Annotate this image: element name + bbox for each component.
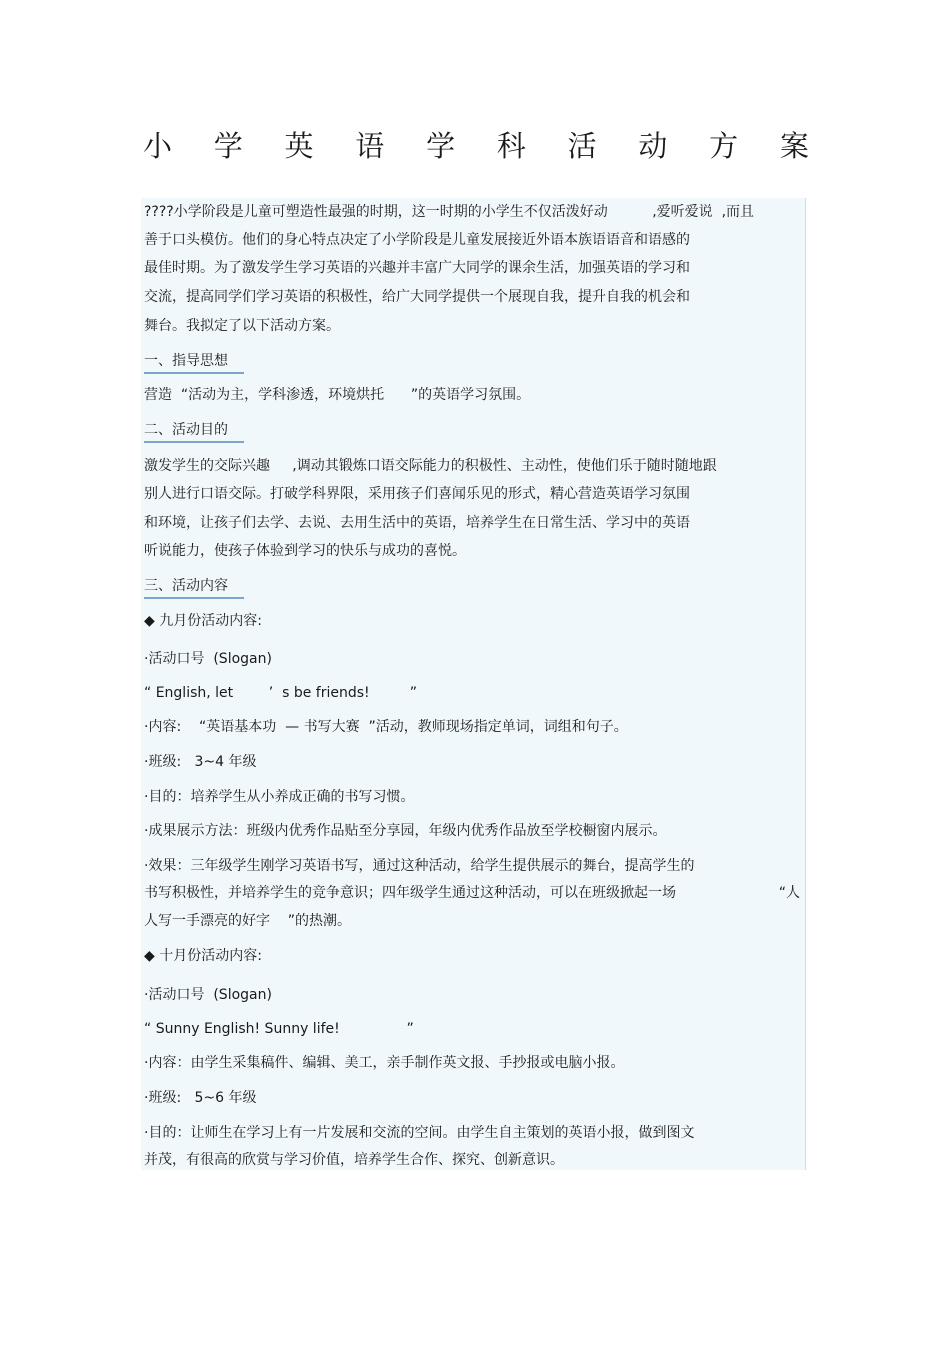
title-char: 学: [426, 129, 456, 163]
intro-line: 最佳时期。为了激发学生学习英语的兴趣并丰富广大同学的课余生活，加强英语的学习和: [144, 260, 690, 276]
september-effect-trailing: “人: [778, 885, 800, 901]
document-title: [143, 126, 809, 166]
october-goal-line: 并茂，有很高的欣赏与学习价值，培养学生合作、探究、创新意识。: [144, 1152, 564, 1168]
title-char: 动: [638, 129, 668, 163]
october-content: ·内容：由学生采集稿件、编辑、美工，亲手制作英文报、手抄报或电脑小报。: [144, 1055, 625, 1071]
october-goal-line: ·目的：让师生在学习上有一片发展和交流的空间。由学生自主策划的英语小报，做到图文: [144, 1125, 695, 1141]
title-char: 学: [213, 129, 243, 163]
purpose-line: 和环境，让孩子们去学、去说、去用生活中的英语，培养学生在日常生活、学习中的英语: [144, 515, 690, 531]
purpose-line: 激发学生的交际兴趣 ,调动其锻炼口语交际能力的积极性、主动性，使他们乐于随时随地跟: [144, 458, 717, 474]
section-heading-purpose: 二、活动目的: [144, 421, 244, 443]
title-char: 案: [779, 129, 809, 163]
title-char: 科: [496, 129, 526, 163]
september-display: ·成果展示方法：班级内优秀作品贴至分享园，年级内优秀作品放至学校橱窗内展示。: [144, 823, 667, 839]
purpose-line: 别人进行口语交际。打破学科界限，采用孩子们喜闻乐见的形式，精心营造英语学习氛围: [144, 486, 690, 502]
october-slogan: “ Sunny English! Sunny life! ”: [144, 1021, 414, 1037]
section-heading-guiding: 一、指导思想: [144, 352, 244, 374]
section-heading-content: 三、活动内容: [144, 577, 244, 599]
section-text: 营造 “活动为主，学科渗透，环境烘托 ”的英语学习氛围。: [144, 387, 531, 403]
title-char: 方: [709, 129, 739, 163]
september-effect-line: 书写积极性，并培养学生的竞争意识；四年级学生通过这种活动，可以在班级掀起一场: [144, 885, 676, 901]
intro-line: 舞台。我拟定了以下活动方案。: [144, 318, 340, 334]
intro-line: 善于口头模仿。他们的身心特点决定了小学阶段是儿童发展接近外语本族语语音和语感的: [144, 232, 690, 248]
title-char: 英: [284, 129, 314, 163]
september-effect-line: 人写一手漂亮的好字 ”的热潮。: [144, 913, 352, 929]
purpose-line: 听说能力，使孩子体验到学习的快乐与成功的喜悦。: [144, 543, 466, 559]
september-slogan: “ English, let ’ s be friends! ”: [144, 685, 417, 701]
october-title: ◆ 十月份活动内容:: [144, 948, 262, 964]
october-grade: ·班级: 5~6 年级: [144, 1090, 257, 1106]
title-char: 活: [567, 129, 597, 163]
september-content: ·内容: “英语基本功 — 书写大赛 ”活动，教师现场指定单词，词组和句子。: [144, 719, 628, 735]
title-char: 小: [143, 129, 173, 163]
september-title: ◆ 九月份活动内容:: [144, 613, 262, 629]
intro-line: 交流，提高同学们学习英语的积极性，给广大同学提供一个展现自我，提升自我的机会和: [144, 289, 690, 305]
title-char: 语: [355, 129, 385, 163]
september-effect-line: ·效果：三年级学生刚学习英语书写，通过这种活动，给学生提供展示的舞台，提高学生的: [144, 858, 695, 874]
october-slogan-label: ·活动口号 (Slogan): [144, 987, 272, 1003]
september-slogan-label: ·活动口号 (Slogan): [144, 651, 272, 667]
intro-line: ????小学阶段是儿童可塑造性最强的时期，这一时期的小学生不仅活泼好动 ,爱听爱说 ,而且: [144, 204, 755, 220]
september-grade: ·班级: 3~4 年级: [144, 754, 257, 770]
september-goal: ·目的：培养学生从小养成正确的书写习惯。: [144, 789, 415, 805]
